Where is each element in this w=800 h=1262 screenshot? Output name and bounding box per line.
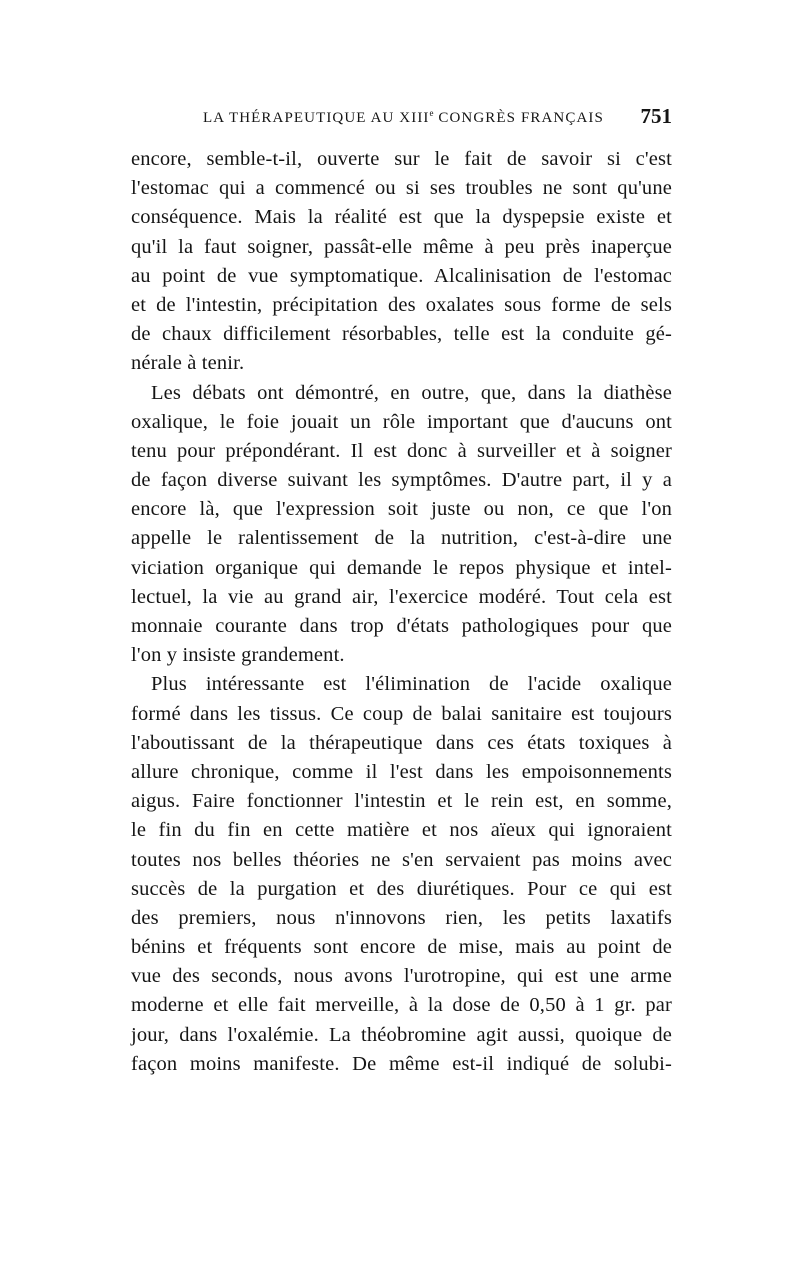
running-title-text: LA THÉRAPEUTIQUE AU XIII xyxy=(203,110,430,126)
text-line: nérale à tenir. xyxy=(131,352,245,375)
page-number: 751 xyxy=(640,104,672,128)
text-line: aigus. Faire fonctionner l'intestin et le rein est, en somme, xyxy=(131,790,672,813)
text-line: façon moins manifeste. De même est-il indiqué de solubi- xyxy=(131,1052,672,1075)
text-line: appelle le ralentissement de la nutrition, c'est-à-dire une xyxy=(131,527,672,550)
text-line: l'aboutissant de la thérapeutique dans ces états toxiques à xyxy=(131,731,672,754)
paragraph-first-line: Plus intéressante est l'élimination de l'acide oxalique xyxy=(151,673,672,696)
text-line: succès de la purgation et des diurétiques. Pour ce qui est xyxy=(131,877,672,900)
paragraph-first-line: Les débats ont démontré, en outre, que, dans la diathèse xyxy=(151,381,672,404)
running-title xyxy=(203,108,604,127)
text-line: et de l'intestin, précipitation des oxalates sous forme de sels xyxy=(131,293,672,316)
text-line: toutes nos belles théories ne s'en servaient pas moins avec xyxy=(131,848,672,871)
text-line: de façon diverse suivant les symptômes. D'autre part, il y a xyxy=(131,469,672,492)
text-line: monnaie courante dans trop d'états pathologiques pour que xyxy=(131,615,672,637)
text-line: encore, semble-t-il, ouverte sur le fait de savoir si c'est xyxy=(131,148,672,170)
text-line: viciation organique qui demande le repos physique et intel- xyxy=(131,556,672,579)
text-line: vue des seconds, nous avons l'urotropine, qui est une arme xyxy=(131,965,672,988)
text-line: jour, dans l'oxalémie. La théobromine agit aussi, quoique de xyxy=(131,1023,672,1046)
text-line: l'estomac qui a commencé ou si ses troubles ne sont qu'une xyxy=(131,177,672,200)
body-text xyxy=(131,145,672,1079)
text-line: bénins et fréquents sont encore de mise, mais au point de xyxy=(131,936,672,959)
text-line: le fin du fin en cette matière et nos aïeux qui ignoraient xyxy=(131,819,672,842)
running-head xyxy=(131,104,672,132)
text-line: oxalique, le foie jouait un rôle important que d'aucuns ont xyxy=(131,410,672,433)
text-line: formé dans les tissus. Ce coup de balai sanitaire est toujours xyxy=(131,702,672,725)
running-title-text-end: CONGRÈS FRANÇAIS xyxy=(433,110,604,126)
text-line: encore là, que l'expression soit juste ou non, ce que l'on xyxy=(131,498,672,521)
running-title-superscript: e xyxy=(429,108,434,118)
text-line: lectuel, la vie au grand air, l'exercice modéré. Tout cela est xyxy=(131,585,672,608)
text-line: moderne et elle fait merveille, à la dose de 0,50 à 1 gr. par xyxy=(131,994,672,1017)
text-line: qu'il la faut soigner, passât-elle même à peu près inaperçue xyxy=(131,235,672,258)
text-line: des premiers, nous n'innovons rien, les petits laxatifs xyxy=(131,906,672,929)
text-line: de chaux difficilement résorbables, telle est la conduite gé- xyxy=(131,323,672,346)
text-line: tenu pour prépondérant. Il est donc à surveiller et à soigner xyxy=(131,439,672,462)
text-line: allure chronique, comme il l'est dans les empoisonnements xyxy=(131,760,672,783)
text-line: l'on y insiste grandement. xyxy=(131,644,345,667)
text-line: au point de vue symptomatique. Alcalinisation de l'estomac xyxy=(131,264,672,287)
text-line: conséquence. Mais la réalité est que la dyspepsie existe et xyxy=(131,206,672,229)
